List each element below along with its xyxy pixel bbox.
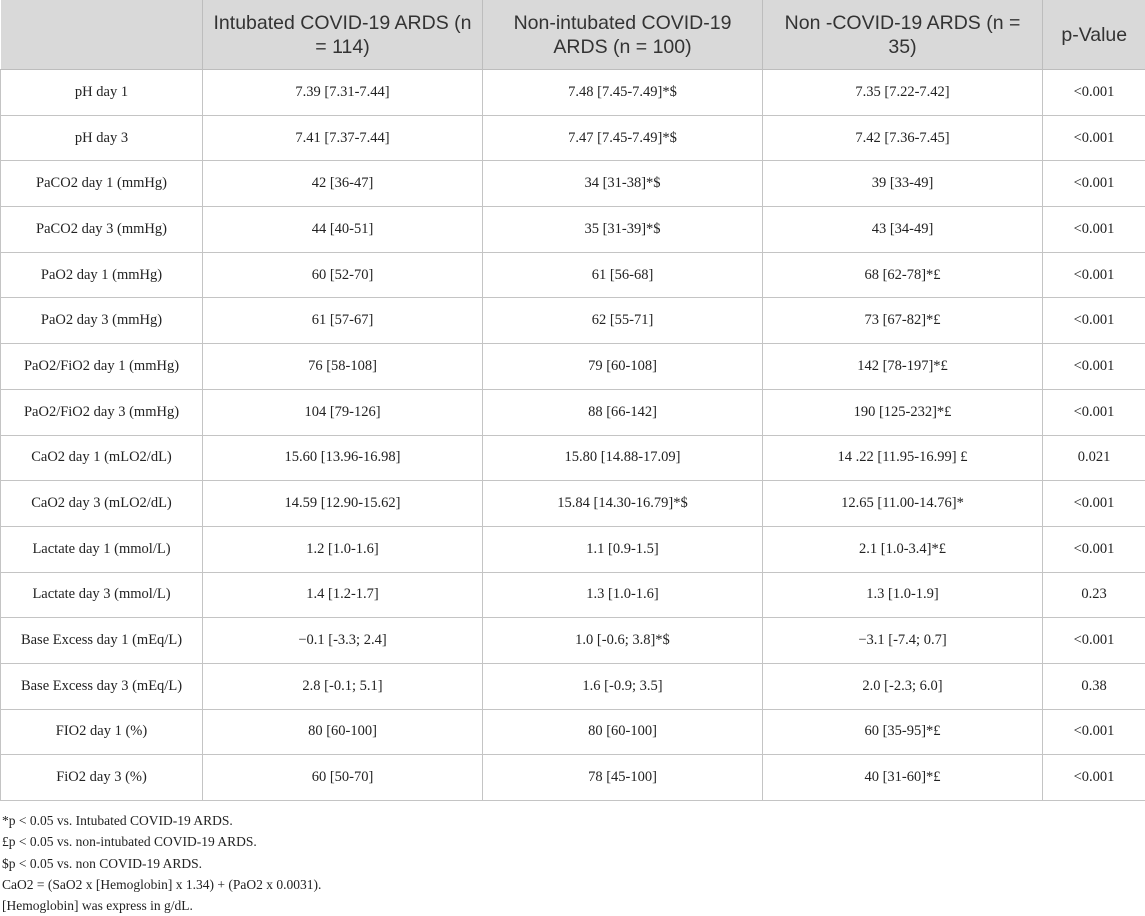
header-empty xyxy=(1,0,203,70)
non-intubated-covid-value: 1.3 [1.0-1.6] xyxy=(483,572,763,618)
intubated-covid-value: 76 [58-108] xyxy=(203,344,483,390)
table-row xyxy=(1,115,1145,161)
table-header xyxy=(1,0,1145,70)
non-covid-value: 12.65 [11.00-14.76]* xyxy=(763,481,1043,527)
p-value: <0.001 xyxy=(1043,207,1145,253)
p-value: 0.38 xyxy=(1043,663,1145,709)
p-value: <0.001 xyxy=(1043,526,1145,572)
non-covid-value: 68 [62-78]*£ xyxy=(763,252,1043,298)
row-label: PaO2 day 3 (mmHg) xyxy=(1,298,203,344)
p-value: 0.23 xyxy=(1043,572,1145,618)
non-covid-value: 142 [78-197]*£ xyxy=(763,344,1043,390)
table-row xyxy=(1,70,1145,116)
footnote-line: CaO2 = (SaO2 x [Hemoglobin] x 1.34) + (PaO2 x 0.0031). xyxy=(2,874,1145,895)
header-row xyxy=(1,0,1145,70)
non-intubated-covid-value: 15.84 [14.30-16.79]*$ xyxy=(483,481,763,527)
row-label: PaCO2 day 1 (mmHg) xyxy=(1,161,203,207)
p-value: <0.001 xyxy=(1043,755,1145,801)
non-intubated-covid-value: 1.1 [0.9-1.5] xyxy=(483,526,763,572)
row-label: PaO2 day 1 (mmHg) xyxy=(1,252,203,298)
row-label: FiO2 day 3 (%) xyxy=(1,755,203,801)
p-value: <0.001 xyxy=(1043,161,1145,207)
intubated-covid-value: 80 [60-100] xyxy=(203,709,483,755)
p-value: <0.001 xyxy=(1043,344,1145,390)
footnotes xyxy=(0,801,1145,916)
row-label: CaO2 day 1 (mLO2/dL) xyxy=(1,435,203,481)
intubated-covid-value: 61 [57-67] xyxy=(203,298,483,344)
row-label: CaO2 day 3 (mLO2/dL) xyxy=(1,481,203,527)
intubated-covid-value: 2.8 [-0.1; 5.1] xyxy=(203,663,483,709)
table-row xyxy=(1,663,1145,709)
non-covid-value: 60 [35-95]*£ xyxy=(763,709,1043,755)
table-row xyxy=(1,709,1145,755)
non-covid-value: 14 .22 [11.95-16.99] £ xyxy=(763,435,1043,481)
header-intubated-covid: Intubated COVID-19 ARDS (n = 114) xyxy=(203,0,483,70)
table-row xyxy=(1,298,1145,344)
non-intubated-covid-value: 62 [55-71] xyxy=(483,298,763,344)
header-p-value: p-Value xyxy=(1043,0,1145,70)
non-intubated-covid-value: 15.80 [14.88-17.09] xyxy=(483,435,763,481)
intubated-covid-value: 1.2 [1.0-1.6] xyxy=(203,526,483,572)
row-label: Base Excess day 1 (mEq/L) xyxy=(1,618,203,664)
intubated-covid-value: 15.60 [13.96-16.98] xyxy=(203,435,483,481)
row-label: PaO2/FiO2 day 1 (mmHg) xyxy=(1,344,203,390)
non-intubated-covid-value: 80 [60-100] xyxy=(483,709,763,755)
non-intubated-covid-value: 79 [60-108] xyxy=(483,344,763,390)
footnote-line: [Hemoglobin] was express in g/dL. xyxy=(2,895,1145,916)
non-intubated-covid-value: 61 [56-68] xyxy=(483,252,763,298)
non-intubated-covid-value: 88 [66-142] xyxy=(483,389,763,435)
non-covid-value: 39 [33-49] xyxy=(763,161,1043,207)
non-covid-value: 73 [67-82]*£ xyxy=(763,298,1043,344)
non-covid-value: 7.35 [7.22-7.42] xyxy=(763,70,1043,116)
non-intubated-covid-value: 7.47 [7.45-7.49]*$ xyxy=(483,115,763,161)
intubated-covid-value: −0.1 [-3.3; 2.4] xyxy=(203,618,483,664)
p-value: <0.001 xyxy=(1043,481,1145,527)
p-value: <0.001 xyxy=(1043,115,1145,161)
table-body xyxy=(1,70,1145,801)
non-intubated-covid-value: 1.0 [-0.6; 3.8]*$ xyxy=(483,618,763,664)
non-covid-value: 7.42 [7.36-7.45] xyxy=(763,115,1043,161)
intubated-covid-value: 42 [36-47] xyxy=(203,161,483,207)
non-covid-value: 40 [31-60]*£ xyxy=(763,755,1043,801)
footnote-line: £p < 0.05 vs. non-intubated COVID-19 ARDS. xyxy=(2,831,1145,852)
p-value: <0.001 xyxy=(1043,70,1145,116)
non-intubated-covid-value: 35 [31-39]*$ xyxy=(483,207,763,253)
intubated-covid-value: 7.41 [7.37-7.44] xyxy=(203,115,483,161)
table-row xyxy=(1,252,1145,298)
p-value: <0.001 xyxy=(1043,298,1145,344)
non-intubated-covid-value: 7.48 [7.45-7.49]*$ xyxy=(483,70,763,116)
p-value: <0.001 xyxy=(1043,618,1145,664)
intubated-covid-value: 104 [79-126] xyxy=(203,389,483,435)
non-covid-value: 43 [34-49] xyxy=(763,207,1043,253)
p-value: 0.021 xyxy=(1043,435,1145,481)
intubated-covid-value: 60 [52-70] xyxy=(203,252,483,298)
footnote-line: $p < 0.05 vs. non COVID-19 ARDS. xyxy=(2,853,1145,874)
footnote-line: *p < 0.05 vs. Intubated COVID-19 ARDS. xyxy=(2,810,1145,831)
non-intubated-covid-value: 78 [45-100] xyxy=(483,755,763,801)
intubated-covid-value: 14.59 [12.90-15.62] xyxy=(203,481,483,527)
row-label: pH day 1 xyxy=(1,70,203,116)
non-covid-value: 190 [125-232]*£ xyxy=(763,389,1043,435)
table-row xyxy=(1,526,1145,572)
row-label: Lactate day 3 (mmol/L) xyxy=(1,572,203,618)
table-row xyxy=(1,161,1145,207)
non-covid-value: −3.1 [-7.4; 0.7] xyxy=(763,618,1043,664)
p-value: <0.001 xyxy=(1043,252,1145,298)
table-row xyxy=(1,207,1145,253)
non-covid-value: 2.1 [1.0-3.4]*£ xyxy=(763,526,1043,572)
table-row xyxy=(1,618,1145,664)
row-label: PaO2/FiO2 day 3 (mmHg) xyxy=(1,389,203,435)
header-non-intubated-covid: Non-intubated COVID-19 ARDS (n = 100) xyxy=(483,0,763,70)
non-intubated-covid-value: 1.6 [-0.9; 3.5] xyxy=(483,663,763,709)
header-non-covid: Non -COVID-19 ARDS (n = 35) xyxy=(763,0,1043,70)
non-intubated-covid-value: 34 [31-38]*$ xyxy=(483,161,763,207)
intubated-covid-value: 60 [50-70] xyxy=(203,755,483,801)
row-label: pH day 3 xyxy=(1,115,203,161)
row-label: Lactate day 1 (mmol/L) xyxy=(1,526,203,572)
p-value: <0.001 xyxy=(1043,389,1145,435)
intubated-covid-value: 1.4 [1.2-1.7] xyxy=(203,572,483,618)
row-label: PaCO2 day 3 (mmHg) xyxy=(1,207,203,253)
non-covid-value: 2.0 [-2.3; 6.0] xyxy=(763,663,1043,709)
p-value: <0.001 xyxy=(1043,709,1145,755)
table-row xyxy=(1,755,1145,801)
row-label: FIO2 day 1 (%) xyxy=(1,709,203,755)
row-label: Base Excess day 3 (mEq/L) xyxy=(1,663,203,709)
table-row xyxy=(1,435,1145,481)
table-row xyxy=(1,389,1145,435)
non-covid-value: 1.3 [1.0-1.9] xyxy=(763,572,1043,618)
table-row xyxy=(1,572,1145,618)
table-row xyxy=(1,344,1145,390)
intubated-covid-value: 7.39 [7.31-7.44] xyxy=(203,70,483,116)
intubated-covid-value: 44 [40-51] xyxy=(203,207,483,253)
table-row xyxy=(1,481,1145,527)
